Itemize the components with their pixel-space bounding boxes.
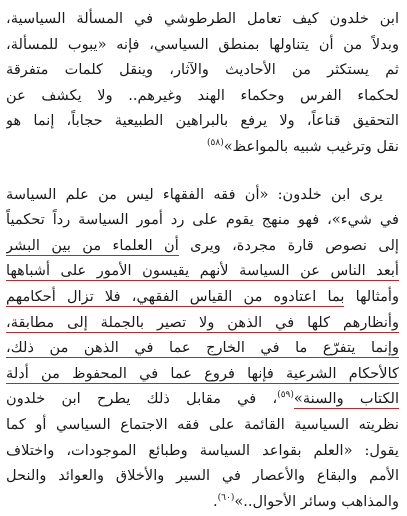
underlined-text: أن العلماء من بين البشر <box>6 236 179 254</box>
text-line <box>6 284 399 310</box>
text-line <box>6 386 399 412</box>
footnote-marker: (٥٨) <box>207 138 224 149</box>
text-line <box>6 310 399 336</box>
text-line: التحقيق قناعاً، ولا يرفع بالبراهين الطبيعية حجاباً، إنما هو <box>6 112 399 130</box>
text-line: ابن خلدون كيف تعامل الطرطوشي في المسألة السياسية، <box>6 10 399 27</box>
text-line <box>6 489 399 515</box>
text-fragment: إلى نصوص قارة مجردة، ويرى <box>178 236 399 254</box>
paragraph-tartushi <box>6 6 399 160</box>
text-fragment: والمذاهب وسائر الأحوال..» <box>234 492 399 510</box>
text-line: ثم يستكثر من الأحاديث والآثار، وينقل كلمات متفرقة <box>6 61 399 79</box>
paragraph-fiqh-politics <box>6 182 399 515</box>
document-page <box>6 6 399 514</box>
text-line <box>6 134 399 160</box>
underlined-text: كالأحكام الشرعية فإنها فروع عما في المحفوظ من أدلة <box>6 364 399 382</box>
text-line: في شيء»، فهو منهج يقوم على رد أمور السياسة رداً تحكمياً <box>6 211 399 229</box>
text-line <box>6 233 399 259</box>
text-fragment: وأمثالها <box>344 287 399 305</box>
text-line <box>6 361 399 387</box>
underlined-text: أبعد الناس عن السياسة لأنهم يقيسون الأمور على أشباهها <box>6 262 399 280</box>
text-fragment: ، في مقابل ذلك يطرح ابن خلدون <box>6 390 278 408</box>
text-line: يقول: «العلم بقواعد السياسة وطبائع الموجودات، واختلاف <box>6 441 399 459</box>
text-line: نظريته السياسية القائمة على فقه الاجتماع السياسي أو كما <box>6 415 399 433</box>
text-fragment: . <box>213 492 218 510</box>
text-line <box>6 335 399 361</box>
text-line: الأمم والبقاع والأعصار في السير والأخلاق والعوائد والنحل <box>6 467 399 485</box>
underlined-text: بما اعتادوه من القياس الفقهي، فلا تزال أحكامهم <box>6 287 345 305</box>
text-line <box>6 258 399 284</box>
text-fragment: نقل وترغيب شبيه بالمواعظ» <box>223 137 399 155</box>
footnote-marker: (٦٠) <box>217 492 235 503</box>
text-line: لحكماء الفرس وحكماء الهند وغيرهم.. ولا يكشف عن <box>6 86 399 104</box>
text-line: وبدلاً من أن يتناولها بمنطق السياسي، فإنه «يبوب للمسألة، <box>6 35 399 53</box>
underlined-text: وأنظارهم كلها في الذهن ولا تصير بالجملة إلى مطابقة، <box>6 313 399 331</box>
footnote-marker: (٥٩) <box>277 390 294 401</box>
underlined-text: الكتاب والسنة» <box>293 390 399 408</box>
underlined-text: وإنما يتفرّع ما في الخارج عما في الذهن من ذلك، <box>6 339 399 357</box>
text-line: يرى ابن خلدون: «أن فقه الفقهاء ليس من علم السياسة <box>6 185 383 203</box>
